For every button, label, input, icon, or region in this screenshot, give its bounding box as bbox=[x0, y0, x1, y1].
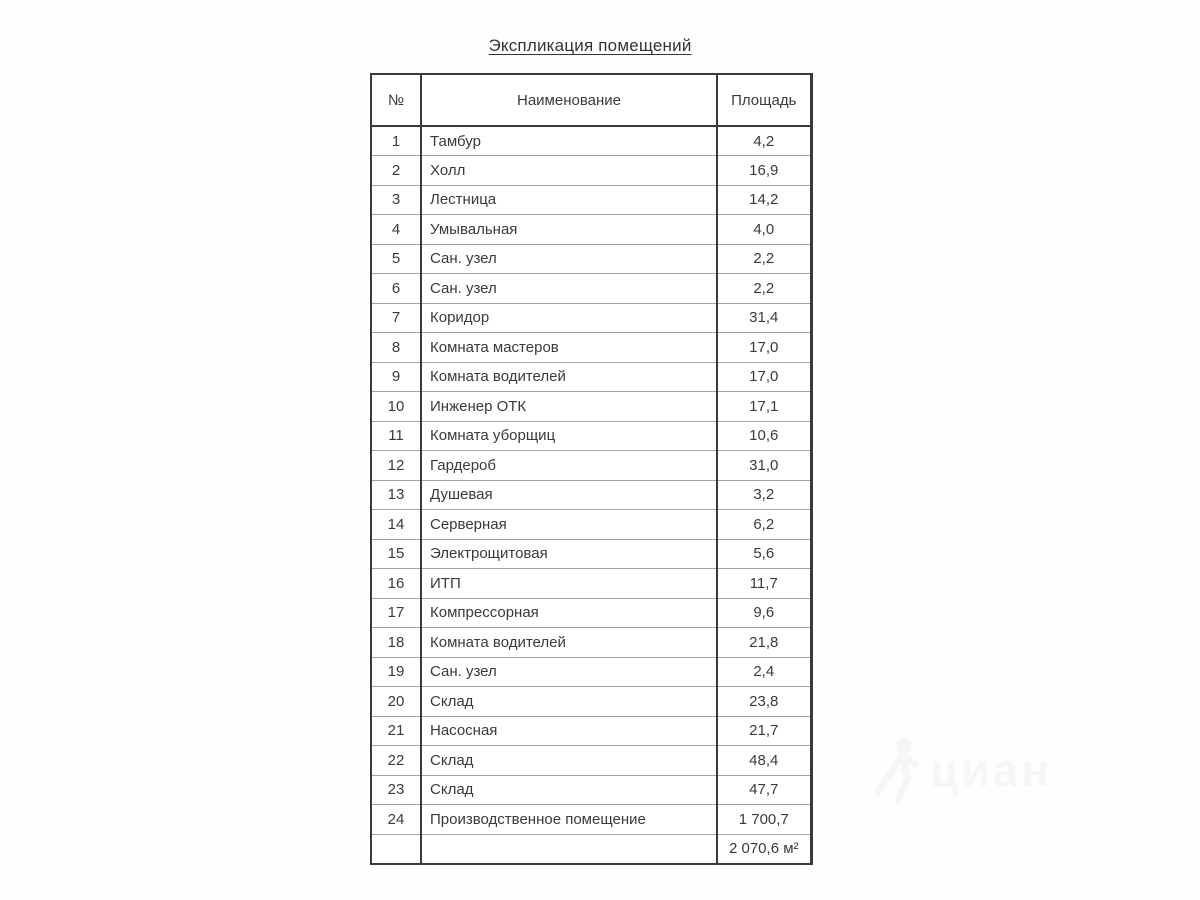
room-area: 14,2 bbox=[717, 185, 811, 215]
room-name: Комната водителей bbox=[421, 362, 717, 392]
room-name: Склад bbox=[421, 746, 717, 776]
room-area: 2,2 bbox=[717, 244, 811, 274]
row-number: 16 bbox=[371, 569, 421, 599]
col-header-area: Площадь bbox=[717, 74, 811, 126]
table-row bbox=[371, 775, 811, 805]
room-area: 21,8 bbox=[717, 628, 811, 658]
room-area: 17,1 bbox=[717, 392, 811, 422]
table-row bbox=[371, 569, 811, 599]
row-number: 24 bbox=[371, 805, 421, 835]
room-name: Тамбур bbox=[421, 126, 717, 156]
room-area: 9,6 bbox=[717, 598, 811, 628]
table-row bbox=[371, 303, 811, 333]
table-row bbox=[371, 126, 811, 156]
total-number-cell bbox=[371, 834, 421, 864]
table-row bbox=[371, 657, 811, 687]
room-name: Производственное помещение bbox=[421, 805, 717, 835]
row-number: 15 bbox=[371, 539, 421, 569]
room-area: 47,7 bbox=[717, 775, 811, 805]
row-number: 9 bbox=[371, 362, 421, 392]
row-number: 6 bbox=[371, 274, 421, 304]
room-name: Комната водителей bbox=[421, 628, 717, 658]
room-area: 11,7 bbox=[717, 569, 811, 599]
explication-sheet bbox=[370, 36, 810, 865]
room-name: Холл bbox=[421, 156, 717, 186]
table-row bbox=[371, 156, 811, 186]
room-area: 3,2 bbox=[717, 480, 811, 510]
row-number: 21 bbox=[371, 716, 421, 746]
room-name: Душевая bbox=[421, 480, 717, 510]
room-name: Сан. узел bbox=[421, 657, 717, 687]
room-name: Коридор bbox=[421, 303, 717, 333]
room-name: Насосная bbox=[421, 716, 717, 746]
room-area: 5,6 bbox=[717, 539, 811, 569]
table-row bbox=[371, 746, 811, 776]
room-area: 21,7 bbox=[717, 716, 811, 746]
row-number: 5 bbox=[371, 244, 421, 274]
row-number: 13 bbox=[371, 480, 421, 510]
table-row bbox=[371, 333, 811, 363]
room-area: 6,2 bbox=[717, 510, 811, 540]
table-row bbox=[371, 421, 811, 451]
table-header-row bbox=[371, 74, 811, 126]
table-row bbox=[371, 805, 811, 835]
table-row bbox=[371, 539, 811, 569]
row-number: 10 bbox=[371, 392, 421, 422]
row-number: 12 bbox=[371, 451, 421, 481]
room-area: 4,0 bbox=[717, 215, 811, 245]
room-area: 31,0 bbox=[717, 451, 811, 481]
total-row bbox=[371, 834, 811, 864]
table-row bbox=[371, 185, 811, 215]
row-number: 11 bbox=[371, 421, 421, 451]
room-area: 10,6 bbox=[717, 421, 811, 451]
col-header-number: № bbox=[371, 74, 421, 126]
row-number: 18 bbox=[371, 628, 421, 658]
row-number: 17 bbox=[371, 598, 421, 628]
row-number: 4 bbox=[371, 215, 421, 245]
room-name: Электрощитовая bbox=[421, 539, 717, 569]
row-number: 1 bbox=[371, 126, 421, 156]
row-number: 8 bbox=[371, 333, 421, 363]
table-row bbox=[371, 687, 811, 717]
page-title: Экспликация помещений bbox=[488, 36, 692, 55]
room-area: 31,4 bbox=[717, 303, 811, 333]
room-area: 48,4 bbox=[717, 746, 811, 776]
row-number: 3 bbox=[371, 185, 421, 215]
room-name: Сан. узел bbox=[421, 274, 717, 304]
room-area: 17,0 bbox=[717, 333, 811, 363]
cian-watermark-text bbox=[930, 743, 1052, 797]
table-row bbox=[371, 628, 811, 658]
row-number: 19 bbox=[371, 657, 421, 687]
room-name: Комната мастеров bbox=[421, 333, 717, 363]
row-number: 23 bbox=[371, 775, 421, 805]
room-area: 16,9 bbox=[717, 156, 811, 186]
row-number: 7 bbox=[371, 303, 421, 333]
cian-watermark bbox=[868, 730, 1108, 810]
table-row bbox=[371, 362, 811, 392]
room-area: 4,2 bbox=[753, 132, 775, 150]
table-row bbox=[371, 215, 811, 245]
table-body bbox=[371, 126, 811, 834]
table-row bbox=[371, 392, 811, 422]
table-row bbox=[371, 510, 811, 540]
room-area: 2,2 bbox=[717, 274, 811, 304]
room-name: Лестница bbox=[421, 185, 717, 215]
total-name-cell bbox=[421, 834, 717, 864]
row-number: 14 bbox=[371, 510, 421, 540]
total-area-value: 2 070,6 м² bbox=[717, 834, 811, 864]
room-name: Инженер ОТК bbox=[421, 392, 717, 422]
room-name: Серверная bbox=[421, 510, 717, 540]
room-name: Компрессорная bbox=[421, 598, 717, 628]
room-area: 23,8 bbox=[717, 687, 811, 717]
rooms-table bbox=[370, 73, 813, 865]
room-name: Комната уборщиц bbox=[421, 421, 717, 451]
row-number: 22 bbox=[371, 746, 421, 776]
cian-person-icon bbox=[868, 734, 924, 806]
col-header-name: Наименование bbox=[421, 74, 717, 126]
table-row bbox=[371, 244, 811, 274]
row-number: 2 bbox=[371, 156, 421, 186]
table-row bbox=[371, 598, 811, 628]
room-area: 1 700,7 bbox=[717, 805, 811, 835]
room-name: Умывальная bbox=[421, 215, 717, 245]
room-area: 2,4 bbox=[717, 657, 811, 687]
row-number: 20 bbox=[371, 687, 421, 717]
room-name: Гардероб bbox=[421, 451, 717, 481]
room-area: 17,0 bbox=[717, 362, 811, 392]
room-name: Сан. узел bbox=[421, 244, 717, 274]
room-name: Склад bbox=[421, 775, 717, 805]
table-row bbox=[371, 451, 811, 481]
table-row bbox=[371, 274, 811, 304]
table-row bbox=[371, 716, 811, 746]
room-name: ИТП bbox=[421, 569, 717, 599]
room-name: Склад bbox=[421, 687, 717, 717]
table-row bbox=[371, 480, 811, 510]
